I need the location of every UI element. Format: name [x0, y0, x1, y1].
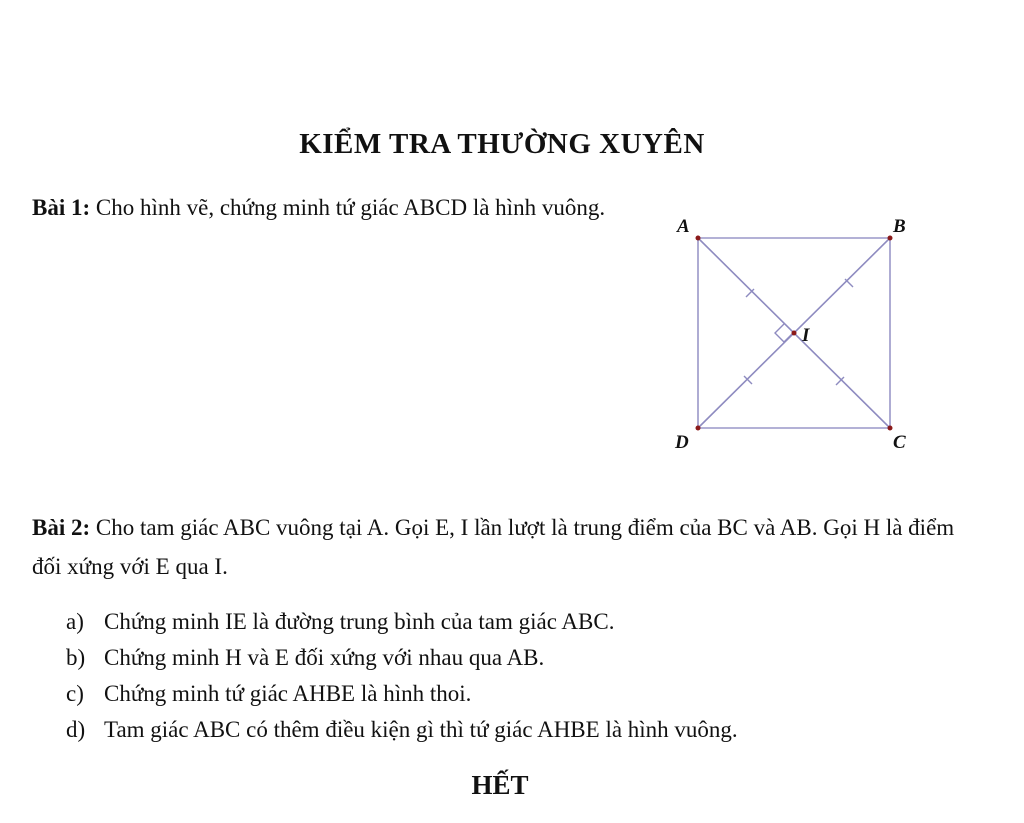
item-letter: c) [66, 681, 84, 706]
vertex-label-c: C [893, 432, 906, 453]
problem-2-text: Cho tam giác ABC vuông tại A. Gọi E, I lần lượt là trung điểm của BC và AB. Gọi H là điểm đối xứng với E qua I. [32, 515, 955, 579]
item-text: Chứng minh IE là đường trung bình của tam giác ABC. [104, 609, 615, 634]
item-letter: d) [66, 717, 86, 742]
tick-bi [845, 279, 853, 287]
problem-2 [32, 508, 972, 586]
problem-1-text: Cho hình vẽ, chứng minh tứ giác ABCD là hình vuông. [90, 195, 606, 220]
point-b [888, 236, 893, 241]
point-a [696, 236, 701, 241]
item-letter: b) [66, 645, 86, 670]
end-marker: HẾT [471, 770, 529, 800]
square-figure [660, 210, 920, 460]
item-text: Tam giác ABC có thêm điều kiện gì thì tứ giác AHBE là hình vuông. [104, 717, 738, 742]
point-d [696, 426, 701, 431]
problem-1 [32, 190, 652, 226]
vertex-label-d: D [675, 432, 689, 453]
problem-2-items [66, 604, 966, 748]
right-angle-mark [775, 324, 793, 342]
page-title: KIỂM TRA THƯỜNG XUYÊN [299, 128, 705, 160]
list-item [66, 712, 966, 748]
problem-1-label: Bài 1: [32, 195, 91, 220]
list-item [66, 604, 966, 640]
vertex-label-a: A [677, 216, 690, 237]
list-item [66, 676, 966, 712]
item-text: Chứng minh H và E đối xứng với nhau qua AB. [104, 645, 545, 670]
list-item [66, 640, 966, 676]
problem-2-label: Bài 2: [32, 515, 91, 540]
point-i [792, 331, 797, 336]
vertex-label-i: I [802, 325, 810, 346]
item-text: Chứng minh tứ giác AHBE là hình thoi. [104, 681, 472, 706]
tick-marks [744, 279, 853, 385]
tick-id [744, 376, 752, 384]
vertex-label-b: B [893, 216, 906, 237]
item-letter: a) [66, 609, 84, 634]
point-c [888, 426, 893, 431]
